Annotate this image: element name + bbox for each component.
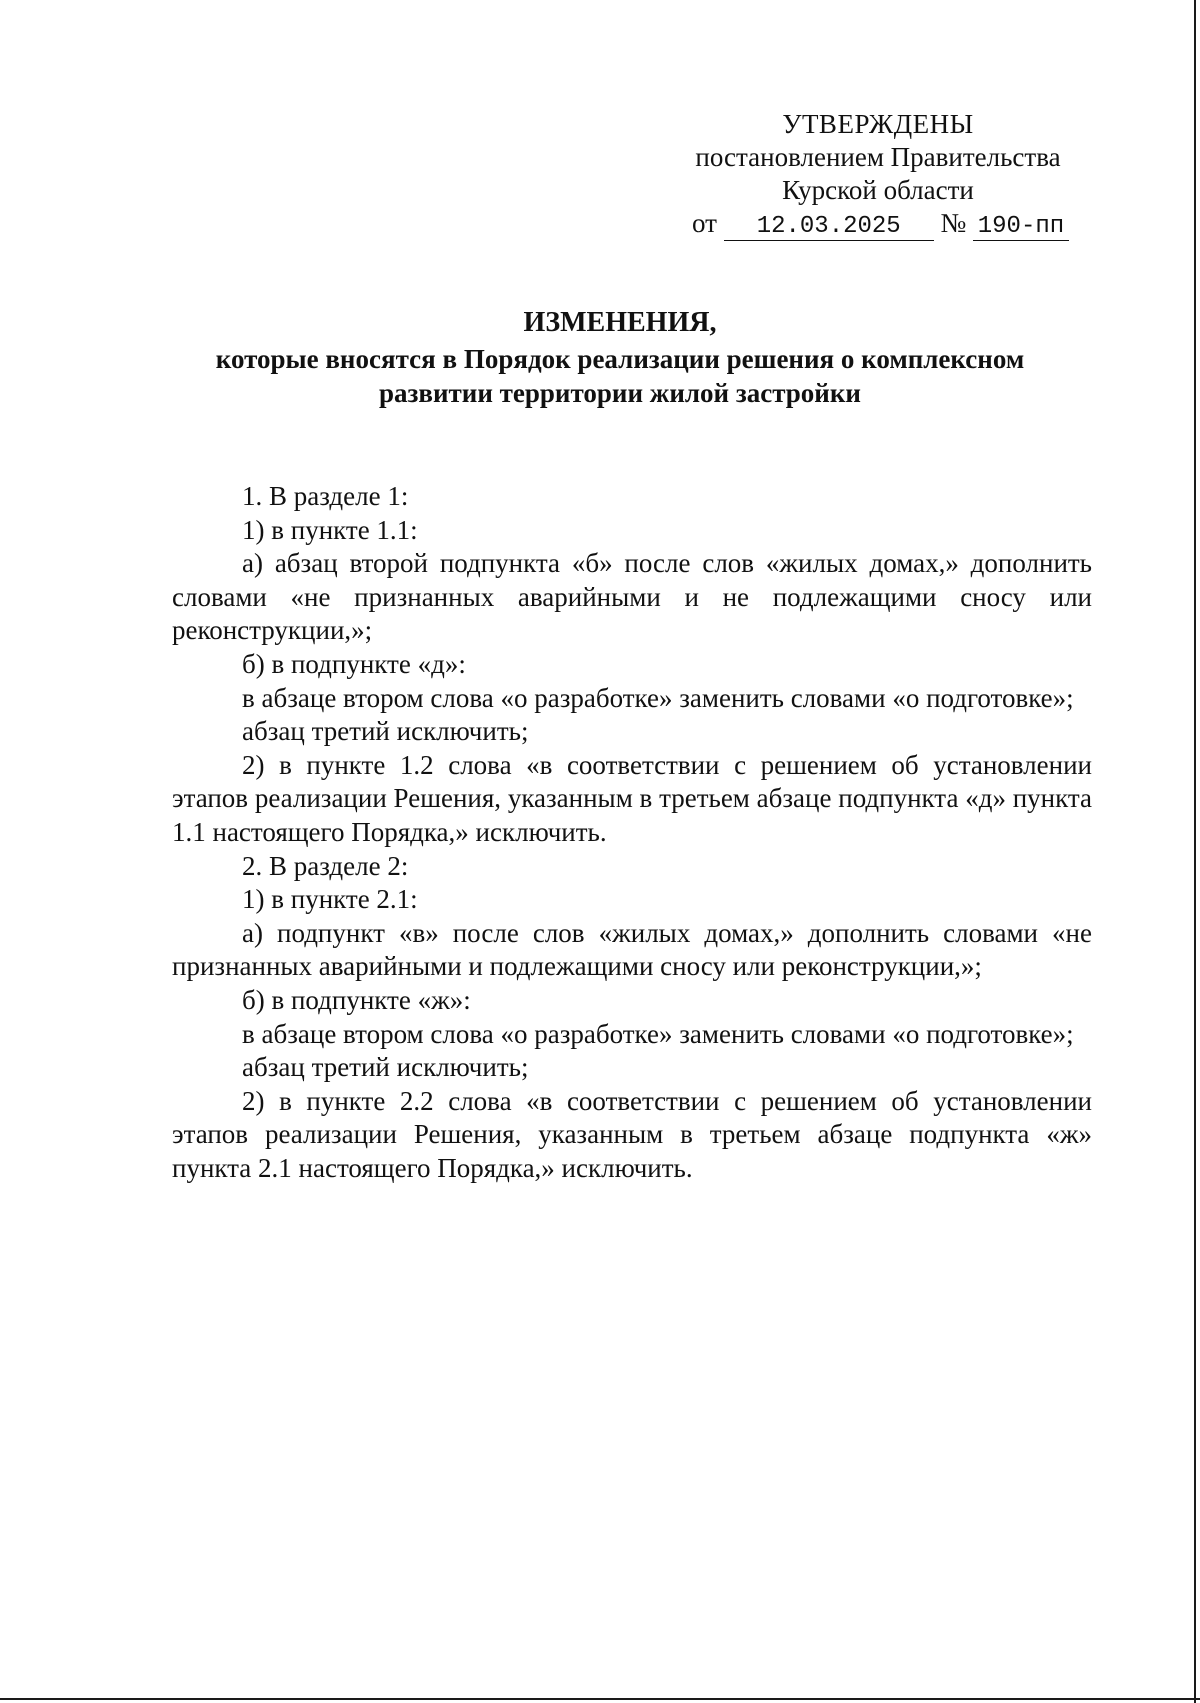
document-subtitle-line-2: развитии территории жилой застройки [379, 378, 861, 408]
approval-line-2: Курской области [782, 175, 974, 205]
paragraph: 2) в пункте 1.2 слова «в соответствии с решением об установлении этапов реализации Решения, указанным в третьем абзаце подпункта «д» пункта 1.1 настоящего Порядка,» исключить. [172, 749, 1092, 847]
paragraph: в абзаце втором слова «о разработке» заменить словами «о подготовке»; [242, 1018, 1074, 1049]
from-label: от [692, 208, 717, 238]
paragraph: 1) в пункте 1.1: [242, 514, 418, 545]
paragraph: а) подпункт «в» после слов «жилых домах,» дополнить словами «не признанных аварийными и подлежащими сносу или реконструкции,»; [172, 917, 1092, 982]
paragraph: 2. В разделе 2: [242, 850, 409, 881]
approved-title: УТВЕРЖДЕНЫ [782, 109, 974, 139]
approval-number: 190-пп [973, 214, 1069, 241]
paragraph: 1) в пункте 2.1: [242, 884, 418, 915]
paragraph: абзац третий исключить; [242, 1052, 529, 1083]
document-title: ИЗМЕНЕНИЯ, [523, 307, 717, 338]
document-heading [170, 306, 1070, 410]
document-subtitle-line-1: которые вносятся в Порядок реализации решения о комплексном [215, 344, 1025, 374]
number-label: № [940, 208, 967, 238]
scan-border-right [1194, 0, 1196, 1703]
document-body [172, 480, 1092, 1185]
scan-border-bottom [0, 1698, 1200, 1700]
paragraph: абзац третий исключить; [242, 716, 529, 747]
approval-line-1: постановлением Правительства [695, 142, 1061, 172]
paragraph: 2) в пункте 2.2 слова «в соответствии с решением об установлении этапов реализации Решения, указанным в третьем абзаце подпункта «ж» пункта 2.1 настоящего Порядка,» исключить. [172, 1085, 1092, 1183]
approval-date-line [668, 207, 1088, 241]
approval-block [668, 108, 1088, 241]
paragraph: а) абзац второй подпункта «б» после слов «жилых домах,» дополнить словами «не признанных аварийными и не подлежащими сносу или реконструкции,»; [172, 548, 1092, 646]
paragraph: б) в подпункте «д»: [242, 648, 466, 679]
paragraph: 1. В разделе 1: [242, 481, 409, 511]
approval-date: 12.03.2025 [724, 214, 934, 241]
paragraph: в абзаце втором слова «о разработке» заменить словами «о подготовке»; [242, 682, 1074, 713]
paragraph: б) в подпункте «ж»: [242, 984, 471, 1015]
